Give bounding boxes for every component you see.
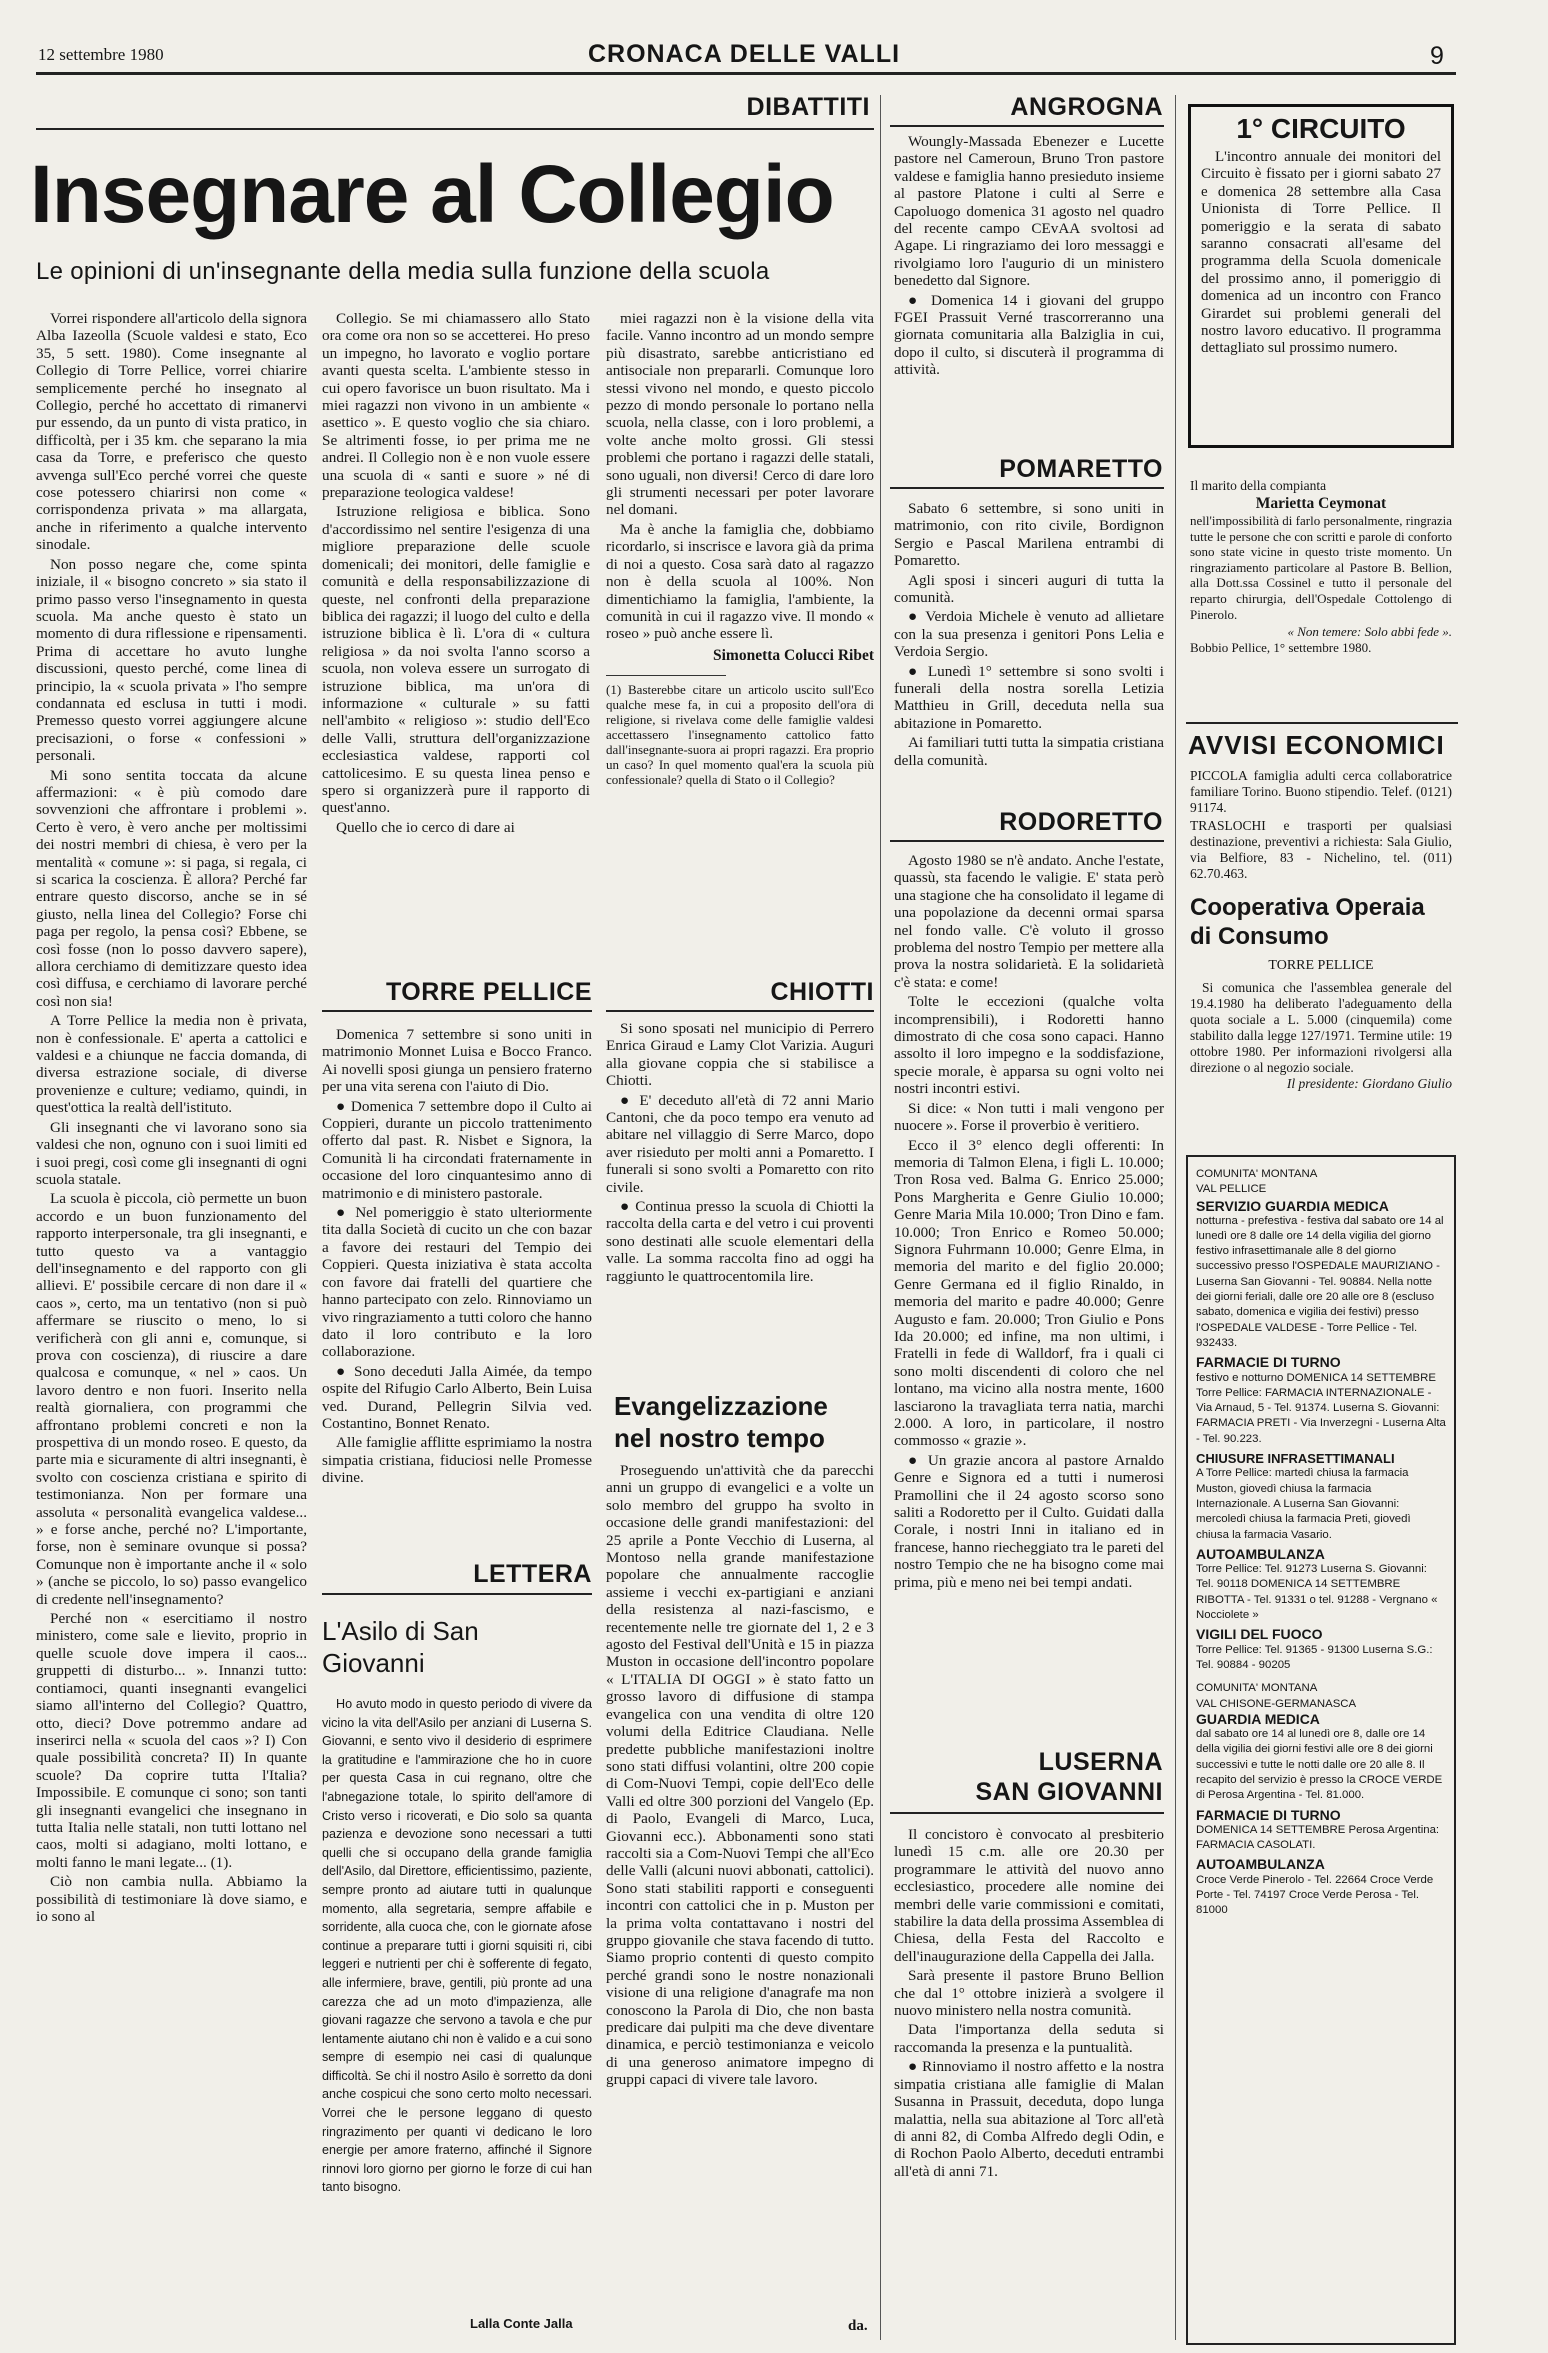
paragraph: ● Nel pomeriggio è stato ulteriormente tita dalla Società di cucito un che con bazar a favore dei restauri del Tempio dei Coppieri. Questa iniziativa è stata accolta con favore dai fratelli del quartiere che hanno partecipato con zelo. Rinnoviamo un vivo ringraziamento a tutti coloro che hanno dato il loro contributo e la loro collaborazione. — [322, 1204, 592, 1361]
autoambulanza-heading: AUTOAMBULANZA — [1196, 1856, 1325, 1873]
newspaper-name: CRONACA DELLE VALLI — [588, 40, 901, 68]
autoambulanza-info: Croce Verde Pinerolo - Tel. 22664 Croce Verde Porte - Tel. 74197 Croce Verde Perosa - Tel. 81000 — [1196, 1873, 1434, 1917]
cooperativa-signature: Il presidente: Giordano Giulio — [1286, 1076, 1452, 1091]
necrologio-place-date: Bobbio Pellice, 1° settembre 1980. — [1190, 640, 1372, 656]
paragraph: ● Sono deceduti Jalla Aimée, da tempo ospite del Rifugio Carlo Alberto, Bein Luisa ved. Durand, Pellegrin Silvia ved. Costantino, Bonnet Renato. — [322, 1362, 592, 1432]
necrologio-notice — [1190, 478, 1452, 726]
page-date: 12 settembre 1980 — [38, 45, 164, 64]
paragraph: Sarà presente il pastore Bruno Bellion che dal 1° ottobre inizierà a svolgere il nuovo ministero nella nostra comunità. — [894, 1967, 1164, 2020]
vigili-heading: VIGILI DEL FUOCO — [1196, 1626, 1323, 1643]
paragraph: ● Domenica 14 i giovani del gruppo FGEI Prassuit Verné trascorreranno una giornata comunitaria alla Balziglia in cui, dopo il culto, si discuterà il programma di attività. — [894, 291, 1164, 379]
paragraph: Perché non « esercitiamo il nostro ministero, come sale e lievito, proprio in quelle scuole dove impera il caos... gruppetti di disturbo... ». Innanzi tutto: contiamoci, quanti insegnanti evangelici siamo all'interno del Collegio? Quattro, otto, dieci? Dove potremmo andare ad inserirci nella « scuola del caos »? I) Con quale possibilità concreta? II) In quante scuole? Da coprire tutta l'Italia? Impossibile. E comunque ci sono; son tanti gli insegnanti evangelici che insegnano in tutta Italia nelle statali, non tutti lottano nel caos, molti si adagiano, molti lottano, e molti fanno le mani legate... (1). — [36, 1610, 307, 1871]
avviso-item: TRASLOCHI e trasporti per qualsiasi destinazione, preventivi a richiesta: Sala Giulio, via Belfiore, 83 - Nichelino, tel. (011) 62.70.463. — [1190, 818, 1452, 881]
paragraph: Il concistoro è convocato al presbiterio lunedì 15 c.m. alle ore 20.30 per programmare le attività del nuovo anno ecclesiastico, procedere alle nomine dei membri delle varie commissioni e comitati, stabilire la data della prossima Assemblea di Chiesa, della Festa del Raccolto e dell'inaugurazione della Cappella dei Jalla. — [894, 1826, 1164, 1965]
luserna-column — [894, 1826, 1164, 2326]
paragraph: Non posso negare che, come spinta iniziale, il « bisogno concreto » sia stato il primo passo verso l'insegnamento in questa scuola. Ma anche questo è stato un momento di dura riflessione e ripensamenti. Prima di accettare ho avuto lunghe discussioni, questo perché, come linea di principio, la « scuola privata » l'ho sempre condannata ed esclusa in tutti i modi. Premesso questo vorrei aggiungere alcune precisazioni, o forse « confessioni » personali. — [36, 555, 307, 765]
paragraph: Ecco il 3° elenco degli offerenti: In memoria di Talmon Elena, i figli L. 10.000; Tron Rosa ved. Balma G. Enrico 25.000; Pons Margherita e Genre Giulio 10.000; Genre Maria Mila 10.000; Tron Dino e fam. 10.000; Tron Enrico e Romeo 50.000; Signora Fuhrmann 10.000; Genre Elma, in memoria del marito e del figlio 20.000; Genre Germana ed il figlio Rinaldo, in memoria del marito e padre 40.000; Genre Augusto e fam. 20.000; Tron Giulio e Pons Ida 20.000; ed infine, ma non ultimi, i Fratelli in fede di Walldorf, fra i quali ci sono molti discendenti di coloro che nel lontano, ma vicino alla nostra mente, 1600 lasciarono la travagliata terra natia, marchi 2.000. A loro, in particolare, il nostro commosso « grazie ». — [894, 1136, 1164, 1450]
main-article-column-1 — [36, 310, 307, 2340]
farmacie-heading: FARMACIE DI TURNO — [1196, 1806, 1341, 1823]
guardia-medica-info: dal sabato ore 14 al lunedì ore 8, dalle ore 14 della vigilia dei giorni festivi alle ore 8 dei giorni successivi e tutte le notti dalle ore 20 alle 8. Il recapito del servizio è presso la CROCE VERDE di Perosa Argentina - Tel. 81.000. — [1196, 1728, 1443, 1802]
section-head-torre-pellice: TORRE PELLICE — [385, 978, 592, 1006]
community-name: COMUNITA' MONTANA — [1196, 1682, 1318, 1695]
paragraph: ● Verdoia Michele è venuto ad allietare con la sua presenza i genitori Pons Lelia e Verdoia Sergio. — [894, 608, 1164, 661]
paragraph: A Torre Pellice la media non è privata, non è confessionale. E' aperta a cattolici e valdesi e a chiunque ne faccia domanda, di diversa estrazione sociale, di diverse provenienze e culture; vediamo, quindi, in quest'ottica la realtà dell'istituto. — [36, 1012, 307, 1117]
paragraph: Data l'importanza della seduta si raccomanda la presenza e la puntualità. — [894, 2021, 1164, 2056]
cooperativa-body-wrap — [1190, 980, 1452, 1130]
paragraph: Woungly-Massada Ebenezer e Lucette pastore nel Cameroun, Bruno Tron pastore valdese e famiglia hanno presieduto insieme al pastore Platone i culti al Serre e Capoluogo domenica 31 agosto nel quadro del recente campo CEvAA svoltosi ad Agape. Li ringraziamo dei loro messaggi e rivolgiamo loro l'augurio di un ministero benedetto dal Signore. — [894, 133, 1164, 290]
paragraph: Collegio. Se mi chiamassero allo Stato ora come ora non so se accetterei. Ho preso un impegno, ho lavorato e voglio portare avanti questa scelta. L'ambiente stesso in cui opero favorisce un buon risultato. Ma i miei ragazzi non vivono in un ambiente « asettico ». E questo voglio che sia chiaro. Se altrimenti fosse, io per prima me ne andrei. Il Collegio non è e non vuole essere una scuola di « santi e suore » né di preparazione teologica valdese! — [322, 310, 590, 502]
rodoretto-column — [894, 852, 1164, 1732]
footnote-rule — [606, 675, 726, 676]
section-rule — [890, 840, 1164, 842]
necrologio-body: nell'impossibilità di farlo personalmente, ringrazia tutte le persone che con scritti e parole di conforto sono state vicine in questo triste momento. Un ringraziamento particolare al Pastore B. Bellion, alla Dott.ssa Cossinel e tutto il personale del reparto chirurgia, dell'Ospedale Cottolengo di Pinerolo. — [1190, 513, 1452, 622]
circuito-box — [1188, 104, 1454, 448]
lettera-title: L'Asilo di San Giovanni — [322, 1616, 479, 1678]
header-rule — [36, 72, 1456, 75]
farmacie-heading: FARMACIE DI TURNO — [1196, 1354, 1341, 1371]
section-rule — [890, 1812, 1164, 1814]
paragraph: ● Un grazie ancora al pastore Arnaldo Genre e Signora ed a tutti i numerosi Pramollini che il 24 agosto scorso sono saliti a Rodoretto per il Culto. Guidati dalla Corale, i nostri Inni in italiano ed in francese, hanno riecheggiato tra le pareti del nostro Tempio che ne ha bisogno come mai prima, più e meno nei bei tempi andati. — [894, 1451, 1164, 1591]
article-signature: Simonetta Colucci Ribet — [712, 646, 874, 664]
autoambulanza-heading: AUTOAMBULANZA — [1196, 1545, 1325, 1562]
evangelizzazione-column — [606, 1462, 874, 2320]
vigili-info: Torre Pellice: Tel. 91365 - 91300 Luserna S.G.: Tel. 90884 - 90205 — [1196, 1643, 1433, 1671]
avvisi-list — [1190, 768, 1452, 888]
community-sub: VAL CHISONE-GERMANASCA — [1196, 1697, 1357, 1710]
torre-pellice-column — [322, 1026, 592, 1541]
cooperativa-heading: Cooperativa Operaia di Consumo — [1190, 894, 1425, 950]
paragraph: ● E' deceduto all'età di 72 anni Mario Cantoni, che da poco tempo era venuto ad abitare nel villaggio di Serre Marco, dopo aver risieduto per molti anni a Pomaretto. I funerali si sono svolti a Pomaretto con rito civile. — [606, 1091, 874, 1196]
section-head-san-giovanni: SAN GIOVANNI — [975, 1778, 1163, 1806]
paragraph: Ai familiari tutti tutta la simpatia cristiana della comunità. — [894, 734, 1164, 769]
community-sub: VAL PELLICE — [1196, 1183, 1267, 1196]
paragraph: Gli insegnanti che vi lavorano sono sia valdesi che non, ognuno con i suoi limiti ed i suoi pregi, così come gli insegnanti di ogni scuola statale. — [36, 1118, 307, 1188]
avviso-item: PICCOLA famiglia adulti cerca collaboratrice familiare Torino. Buono stipendio. Telef. (0121) 91174. — [1190, 768, 1452, 815]
kicker-rule — [36, 128, 874, 130]
guardia-medica-heading: GUARDIA MEDICA — [1196, 1710, 1320, 1727]
main-article-column-2 — [322, 310, 590, 935]
article-title: Insegnare al Collegio — [30, 149, 834, 240]
paragraph: Si sono sposati nel municipio di Perrero Enrica Giraud e Lamy Clot Varizia. Auguri alla giovane coppia che si stabilisce a Chiotti. — [606, 1020, 874, 1090]
evangelizzazione-title: Evangelizzazione nel nostro tempo — [614, 1391, 828, 1453]
paragraph: Mi sono sentita toccata da alcune affermazioni: « è più comodo dare sovvenzioni che affrontare i problemi ». Certo è vero, è vero anche per moltissimi dei nostri membri di chiesa, è vero per la mentalità « comune »: si paga, si regala, ci si scarica la coscienza. È allora? Perché far entrare questo discorso, anche se in sé giusto, nella linea del Collegio? Forse chi paga per regolo, la pensa così? Ebbene, se così fosse (non lo posso davvero sapere), allora cerchiamo di demitizzare questo idea così diffusa, e cerchiamo di lavorare perché così non sia! — [36, 766, 307, 1010]
paragraph: ● Rinnoviamo il nostro affetto e la nostra simpatia cristiana alle famiglie di Malan Susanna in Prassuit, deceduta, dopo lunga malattia, nella sua abitazione al Torc all'età di anni 82, di Comba Alfredo degli Odin, e di Rochon Paolo Alberto, deceduti entrambi all'età di anni 71. — [894, 2058, 1164, 2180]
chiotti-column — [606, 1020, 874, 1360]
kicker-dibattiti: DIBATTITI — [746, 93, 870, 121]
pomaretto-column — [894, 500, 1164, 790]
column-separator — [1175, 95, 1176, 2340]
paragraph: Agosto 1980 se n'è andato. Anche l'estate, quassù, sta facendo le valigie. E' stata però una stagione che ha consolidato il legame di una popolazione da decenni ormai sparsa nel fondo valle. C'è voluto il grosso problema del nostro Tempio per mettere alla prova la nostra solidarietà. E la solidarietà c'è stata: e come! — [894, 852, 1164, 991]
community-name: COMUNITA' MONTANA — [1196, 1168, 1318, 1180]
evangelizzazione-signature: da. — [848, 2318, 868, 2334]
section-head-angrogna: ANGROGNA — [1010, 93, 1163, 121]
circuito-body: L'incontro annuale dei monitori del Circuito è fissato per i giorni sabato 27 e domenica 28 settembre alla Casa Unionista di Torre Pellice. Il pomeriggio e la serata di sabato saranno consacrati all'esame del programma della Scuola domenicale del prossimo anno, il pomeriggio di domenica ad un incontro con Franco Girardet sui problemi generali del nostro lavoro educativo. Il programma dettagliato sul prossimo numero. — [1201, 149, 1441, 357]
article-subtitle: Le opinioni di un'insegnante della media sulla funzione della scuola — [36, 258, 770, 285]
section-rule — [1186, 722, 1458, 724]
necrologio-intro: Il marito della compianta — [1190, 478, 1327, 493]
services-box — [1186, 1155, 1456, 2345]
paragraph: ● Domenica 7 settembre dopo il Culto ai Coppieri, durante un piccolo trattenimento offerto dal past. R. Nisbet e Signora, la Comunità li ha circondati fraternamente in occasione del loro cinquantesimo anno di matrimonio e di ministero pastorale. — [322, 1097, 592, 1202]
page-number: 9 — [1430, 42, 1444, 70]
paragraph: La scuola è piccola, ciò permette un buon accordo e un buon funzionamento del rapporto interpersonale, tra gli insegnanti, e tutto questo va a vantaggio dell'insegnamento e del rapporto con gli allievi. E' possibile cercare di non dare il « caos », certo, ma un tentativo (non si può affermare se riuscito o meno, lo si verificherà con gli anni e, comunque, si prova con coscienza), di riuscire a dare qualcosa e comunque, « nel » caos. Un lavoro dentro e non fuori. Inserito nella realtà giornaliera, con programmi che affrontano problemi concreti e non la prospettiva di un mondo roseo. E questo, da parte mia e sicuramente di altri insegnanti, è svolto con coscienza cristiana e spirito di testimonianza. Non per formare una assoluta « personalità evangelica valdese... » e forse anche, perché no? L'importante, forse, non è seminare ovunque si possa? Comunque non è importante anche il « solo » (anche se piccolo, lo so) passo evangelico di credente nell'insegnamento? — [36, 1190, 307, 1608]
paragraph: Sabato 6 settembre, si sono uniti in matrimonio, con rito civile, Bordignon Sergio e Pascal Marilena entrambi di Pomaretto. — [894, 500, 1164, 570]
paragraph: Ho avuto modo in questo periodo di vivere da vicino la vita dell'Asilo per anziani di Luserna S. Giovanni, e sento vivo il desiderio di esprimere la gratitudine e l'ammirazione che ho in cuore per questa Casa in cui regnano, oltre che l'abnegazione totale, lo spirito dell'amore di Cristo verso i ricoverati, e Dio solo sa quanta pazienza e devozione sono necessari a tutti quelli che si occupano della grande famiglia dell'Asilo, dal Direttore, efficientissimo, paziente, sempre pronto ad aiutare tutti in qualunque momento, alla segretaria, sempre affabile e sorridente, alla cuoca che, con le giornate afose continue a preparare tutti i giorni squisiti ri, cibi leggeri e nutrienti per chi è sofferente di fegato, alle infermiere, brave, gentili, più pronte ad una carezza che ad un moto d'impazienza, alle giovani ragazze che servono a tavola e che pur lentamente aiutano chi non è valido e a cui sono sempre di esempio nei casi di qualunque difficoltà. Se chi il nostro Asilo è sorretto da doni anche cospicui che sono certo molto necessari. Vorrei che le persone leggano di questo ringrazimento per quanti vi dedicano le loro energie per amore fraterno, affinché il Signore rinnovi loro giorno per giorno le forze di cui han tanto bisogno. — [322, 1697, 592, 2195]
angrogna-column — [894, 133, 1164, 453]
column-separator — [880, 95, 881, 2340]
paragraph: Istruzione religiosa e biblica. Sono d'accordissimo nel sentire l'esigenza di una migliore preparazione delle scuole domenicali; dei monitori, delle famiglie e comunità e della responsabilizzazione di queste, nel confronti della preparazione biblica dei ragazzi; il luogo del culto e della istruzione biblica è lì. L'ora di « cultura religiosa » da noi svolta l'anno scorso a scuola, non voleva essere un surrogato di istruzione biblica, ma un'ora di informazione « culturale » su fatti nell'ambito « religioso »: studio dell'Eco delle Valli, struttura dell'organizzazione ecclesiastica valdese, rapporti col cattolicesimo. E su questa linea penso e spero si organizzerà pure il rapporto di quest'anno. — [322, 503, 590, 817]
lettera-signature: Lalla Conte Jalla — [470, 2316, 573, 2331]
paragraph: Ma è anche la famiglia che, dobbiamo ricordarlo, si inscrisce e lavora già da prima di noi a questo. Cosa sarà dato al ragazzo non è della scuola al 100%. Non dimentichiamo la famiglia, l'ambiente, la comunità in cui il ragazzo vive. Il mondo « roseo » può anche essere lì. — [606, 520, 874, 643]
paragraph: ● Continua presso la scuola di Chiotti la raccolta della carta e del vetro i cui proventi sono destinati alle scuole elementari della valle. La somma raccolta fino ad oggi ha raggiunto le quattrocentomila lire. — [606, 1198, 874, 1285]
paragraph: Agli sposi i sinceri auguri di tutta la comunità. — [894, 571, 1164, 607]
paragraph: Alle famiglie afflitte esprimiamo la nostra simpatia cristiana, fiduciosi nelle Promesse divine. — [322, 1434, 592, 1487]
necrologio-quote: « Non temere: Solo abbi fede ». — [1287, 624, 1452, 640]
guardia-medica-info: notturna - prefestiva - festiva dal sabato ore 14 al lunedì ore 8 dalle ore 14 della vigilia del giorno festivo infrasettimanale alle 8 del giorno successivo presso l'OSPEDALE MAURIZIANO - Luserna San Giovanni - Tel. 90884. Nella notte dei giorni feriali, dalle ore 20 alle ore 8 (escluso sabato, domenica e vigilia dei festivi) presso l'OSPEDALE VALDESE - Torre Pellice - Tel. 932433. — [1196, 1214, 1444, 1349]
section-head-chiotti: CHIOTTI — [770, 978, 874, 1006]
cooperativa-body: Si comunica che l'assemblea generale del 19.4.1980 ha deliberato l'adeguamento della quota sociale a L. 5.000 (cinquemila) come stabilito dalla legge 127/1971. Termine utile: 19 ottobre 1980. Per informazioni rivolgersi alla direzione o al negozio sociale. — [1190, 980, 1452, 1075]
section-rule — [890, 125, 1164, 127]
lettera-body — [322, 1695, 592, 2310]
circuito-heading: 1° CIRCUITO — [1236, 113, 1406, 144]
paragraph: miei ragazzi non è la visione della vita facile. Vanno incontro ad un mondo sempre più disastrato, sarebbe anticristiano ed antisociale non prepararli. Comunque loro stessi vivono nel mondo, e questo piccolo pezzo di mondo personale lo portano nella scuola, nella classe, con i loro problemi, a volte anche molto grossi. Gli stessi problemi che portano i ragazzi delle statali, sono uguali, non diversi! Cerco di dare loro gli strumenti necessari per poter lavorare nel domani. — [606, 310, 874, 519]
paragraph: Proseguendo un'attività che da parecchi anni un gruppo di evangelici e a volte un solo membro del gruppo ha svolto in occasione delle grandi manifestazioni: del 25 aprile a Ponte Vecchio di Luserna, al Montoso nella grande manifestazione popolare che annualmente raccoglie assieme i vecchi ex-partigiani e anziani della resistenza al nazi-fascismo, e recentemente nelle tre giornate del 1, 2 e 3 agosto del Festival dell'Unità e 15 in piazza Muston in occasione dell'incontro popolare « L'ITALIA DI OGGI » è stato fatto un grosso lavoro di diffusione di stampa evangelica con una vendita di oltre 120 volumi della Editrice Claudiana. Nelle predette pubbliche manifestazioni inoltre sono stati diffusi volantini, oltre 200 copie di Com-Nuovi Tempi, copie dell'Eco delle Valli ed oltre 300 porzioni del Vangelo (Ep. di Paolo, Evangeli di Marco, Luca, Giovanni ecc.). Abbonamenti sono stati raccolti sia a Com-Nuovi Tempi che all'Eco delle Valli (alcuni nuovi abbonati, cattolici). Sono stati stabiliti rapporti e conseguenti incontri con cattolici che in p. Muston per la prima volta contattavano i nostri del gruppo giovanile che stava facendo di tutto. Siamo proprio contenti di questo compito perché grandi sono le nostre nonazionali visione di una religione d'anagrafe ma non conoscono la Parola di Dio, che non basta predicare dai pulpiti ma che deve diventare dinamica, e perciò testimonianza e veicolo di una generoso animatore impegno di gruppi capaci di vivere tale lavoro. — [606, 1462, 874, 2089]
chiusure-heading: CHIUSURE INFRASETTIMANALI — [1196, 1451, 1395, 1467]
section-head-luserna: LUSERNA — [1038, 1748, 1163, 1776]
guardia-medica-heading: SERVIZIO GUARDIA MEDICA — [1196, 1197, 1389, 1214]
main-article-column-3 — [606, 310, 874, 970]
paragraph: ● Lunedì 1° settembre si sono svolti i funerali della nostra sorella Letizia Matthieu in Grill, deceduta nella sua abitazione in Pomaretto. — [894, 662, 1164, 732]
section-rule — [606, 1010, 874, 1012]
section-rule — [322, 1593, 592, 1595]
avvisi-heading: AVVISI ECONOMICI — [1188, 730, 1445, 760]
paragraph: Vorrei rispondere all'articolo della signora Alba Iazeolla (Scuole valdesi e stato, Eco 35, 5 sett. 1980). Come insegnante al Collegio di Torre Pellice, vorrei chiarire semplicemente perché ho insegnato al Collegio, perché ho accettato di rimanervi pur essendo, da un punto di vista pratico, in difficoltà, per i 35 km. che separano la mia casa da Torre, e preferisco che questo avvenga sull'Eco perché vorrei che queste cose potessero chiarirsi non come « corrispondenza privata » ma allargata, anche in riferimento a qualche intervento sinodale. — [36, 310, 307, 554]
section-rule — [322, 1010, 592, 1012]
chiusure-info: A Torre Pellice: martedì chiusa la farmacia Muston, giovedì chiusa la farmacia Internazionale. A Luserna San Giovanni: mercoledì chiusa la farmacia Preti, giovedì chiusa la farmacia Vasario. — [1196, 1467, 1411, 1541]
paragraph: Quello che io cerco di dare ai — [336, 818, 515, 836]
paragraph: Ciò non cambia nulla. Abbiamo la possibilità di testimoniare là dove siamo, e io sono al — [36, 1873, 307, 1925]
autoambulanza-info: Torre Pellice: Tel. 91273 Luserna S. Giovanni: Tel. 90118 DOMENICA 14 SETTEMBRE RIBOTTA - Tel. 91331 o tel. 91288 - Vergnano « Nocciolete » — [1196, 1563, 1438, 1622]
cooperativa-place: TORRE PELLICE — [1268, 958, 1374, 973]
footnote: (1) Basterebbe citare un articolo uscito sull'Eco qualche mese fa, in cui a proposito dell'ora di religione, si rivelava come delle famiglie valdesi accettassero l'insegnamento cattolico fatto dall'insegnante-suora ai propri ragazzi. Era proprio un caso? In quel momento qual'era la scuola più confessionale? quella di Stato o il Collegio? — [606, 681, 874, 787]
paragraph: Tolte le eccezioni (qualche volta incomprensibili), i Rodoretti hanno dimostrato di che cosa sono capaci. Hanno assolto il loro impegno e la soddisfazione, specie morale, è apparsa su ogni volto nei nostri incontri estivi. — [894, 993, 1164, 1098]
necrologio-name: Marietta Ceymonat — [1255, 495, 1387, 512]
paragraph: Domenica 7 settembre si sono uniti in matrimonio Monnet Luisa e Bocco Franco. Ai novelli sposi giunga un pensiero fraterno per una vita serena con l'aiuto di Dio. — [322, 1026, 592, 1096]
section-head-pomaretto: POMARETTO — [999, 455, 1163, 483]
section-head-lettera: LETTERA — [473, 1560, 592, 1588]
farmacie-info: DOMENICA 14 SETTEMBRE Perosa Argentina: FARMACIA CASOLATI. — [1196, 1823, 1440, 1852]
section-head-rodoretto: RODORETTO — [999, 808, 1163, 836]
paragraph: Si dice: « Non tutti i mali vengono per nuocere ». Forse il proverbio è veritiero. — [894, 1099, 1164, 1135]
farmacie-info: festivo e notturno DOMENICA 14 SETTEMBRE Torre Pellice: FARMACIA INTERNAZIONALE - Via Arnaud, 5 - Tel. 91374. Luserna S. Giovanni: FARMACIA PRETI - Via Inverzegni - Luserna Alta - Tel. 90.223. — [1196, 1371, 1446, 1445]
section-rule — [890, 487, 1164, 489]
